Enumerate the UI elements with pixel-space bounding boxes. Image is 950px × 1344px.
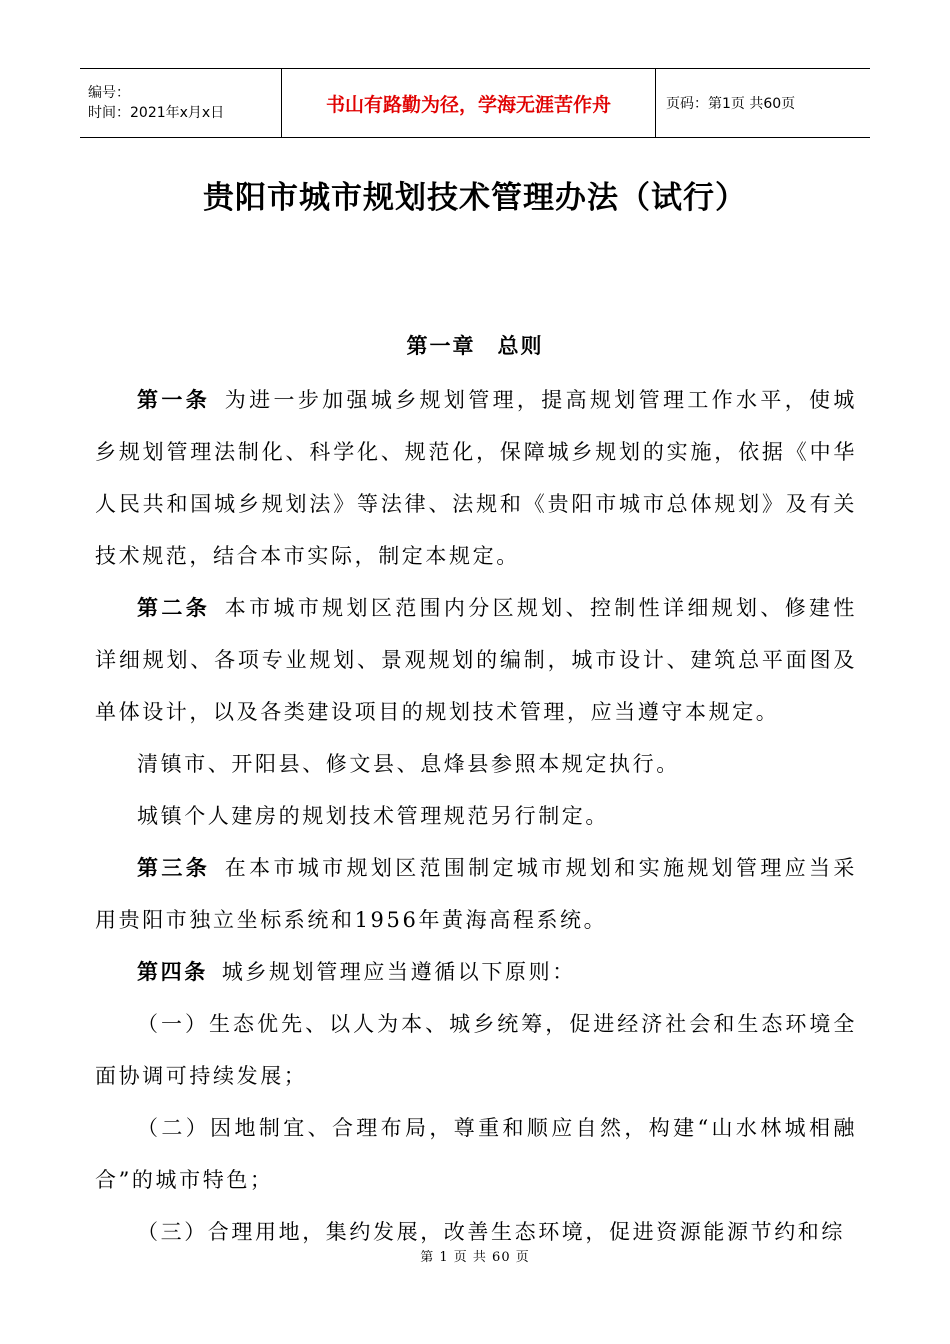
chapter-name: 总则 bbox=[497, 334, 544, 358]
document-title: 贵阳市城市规划技术管理办法（试行） bbox=[203, 180, 747, 216]
paragraph bbox=[95, 998, 857, 1102]
header-motto: 书山有路勤为径，学海无涯苦作舟 bbox=[282, 69, 656, 137]
article-lead: 第三条 bbox=[137, 856, 211, 880]
paragraph bbox=[95, 946, 857, 998]
time-label: 时间：2021年x月x日 bbox=[88, 105, 225, 121]
chapter-number: 第一章 bbox=[406, 334, 476, 358]
article-lead: 第四条 bbox=[137, 960, 208, 984]
paragraph-text: 城乡规划管理应当遵循以下原则： bbox=[221, 960, 576, 984]
paragraph bbox=[95, 790, 857, 842]
paragraph bbox=[95, 582, 857, 738]
chapter-heading bbox=[0, 330, 950, 360]
document-body bbox=[95, 374, 857, 1258]
number-label: 编号： bbox=[88, 85, 130, 101]
paragraph-text: 城镇个人建房的规划技术管理规范另行制定。 bbox=[137, 804, 609, 828]
paragraph-text: （二）因地制宜、合理布局，尊重和顺应自然，构建“山水林城相融合”的城市特色； bbox=[95, 1116, 857, 1192]
paragraph-text: 为进一步加强城乡规划管理，提高规划管理工作水平，使城乡规划管理法制化、科学化、规范化，保障城乡规划的实施，依据《中华人民共和国城乡规划法》等法律、法规和《贵阳市城市总体规划》及有关技术规范，结合本市实际，制定本规定。 bbox=[95, 388, 857, 568]
paragraph bbox=[95, 1102, 857, 1206]
paragraph bbox=[95, 738, 857, 790]
article-lead: 第二条 bbox=[137, 596, 211, 620]
paragraph bbox=[95, 374, 857, 582]
paragraph-text: 本市城市规划区范围内分区规划、控制性详细规划、修建性详细规划、各项专业规划、景观规划的编制，城市设计、建筑总平面图及单体设计，以及各类建设项目的规划技术管理，应当遵守本规定。 bbox=[95, 596, 857, 724]
paragraph-text: 清镇市、开阳县、修文县、息烽县参照本规定执行。 bbox=[137, 752, 680, 776]
page-footer: 第 1 页 共 60 页 bbox=[420, 1250, 530, 1265]
article-lead: 第一条 bbox=[137, 388, 211, 412]
paragraph-text: 在本市城市规划区范围制定城市规划和实施规划管理应当采用贵阳市独立坐标系统和1956年黄海高程系统。 bbox=[95, 856, 857, 932]
header-meta bbox=[80, 69, 282, 137]
header-page-info: 页码：第1页 共60页 bbox=[666, 96, 796, 112]
paragraph-text: （一）生态优先、以人为本、城乡统筹，促进经济社会和生态环境全面协调可持续发展； bbox=[95, 1012, 857, 1088]
paragraph-text: （三）合理用地，集约发展，改善生态环境，促进资源能源节约和综 bbox=[137, 1220, 845, 1244]
paragraph bbox=[95, 842, 857, 946]
document-header bbox=[80, 68, 870, 138]
